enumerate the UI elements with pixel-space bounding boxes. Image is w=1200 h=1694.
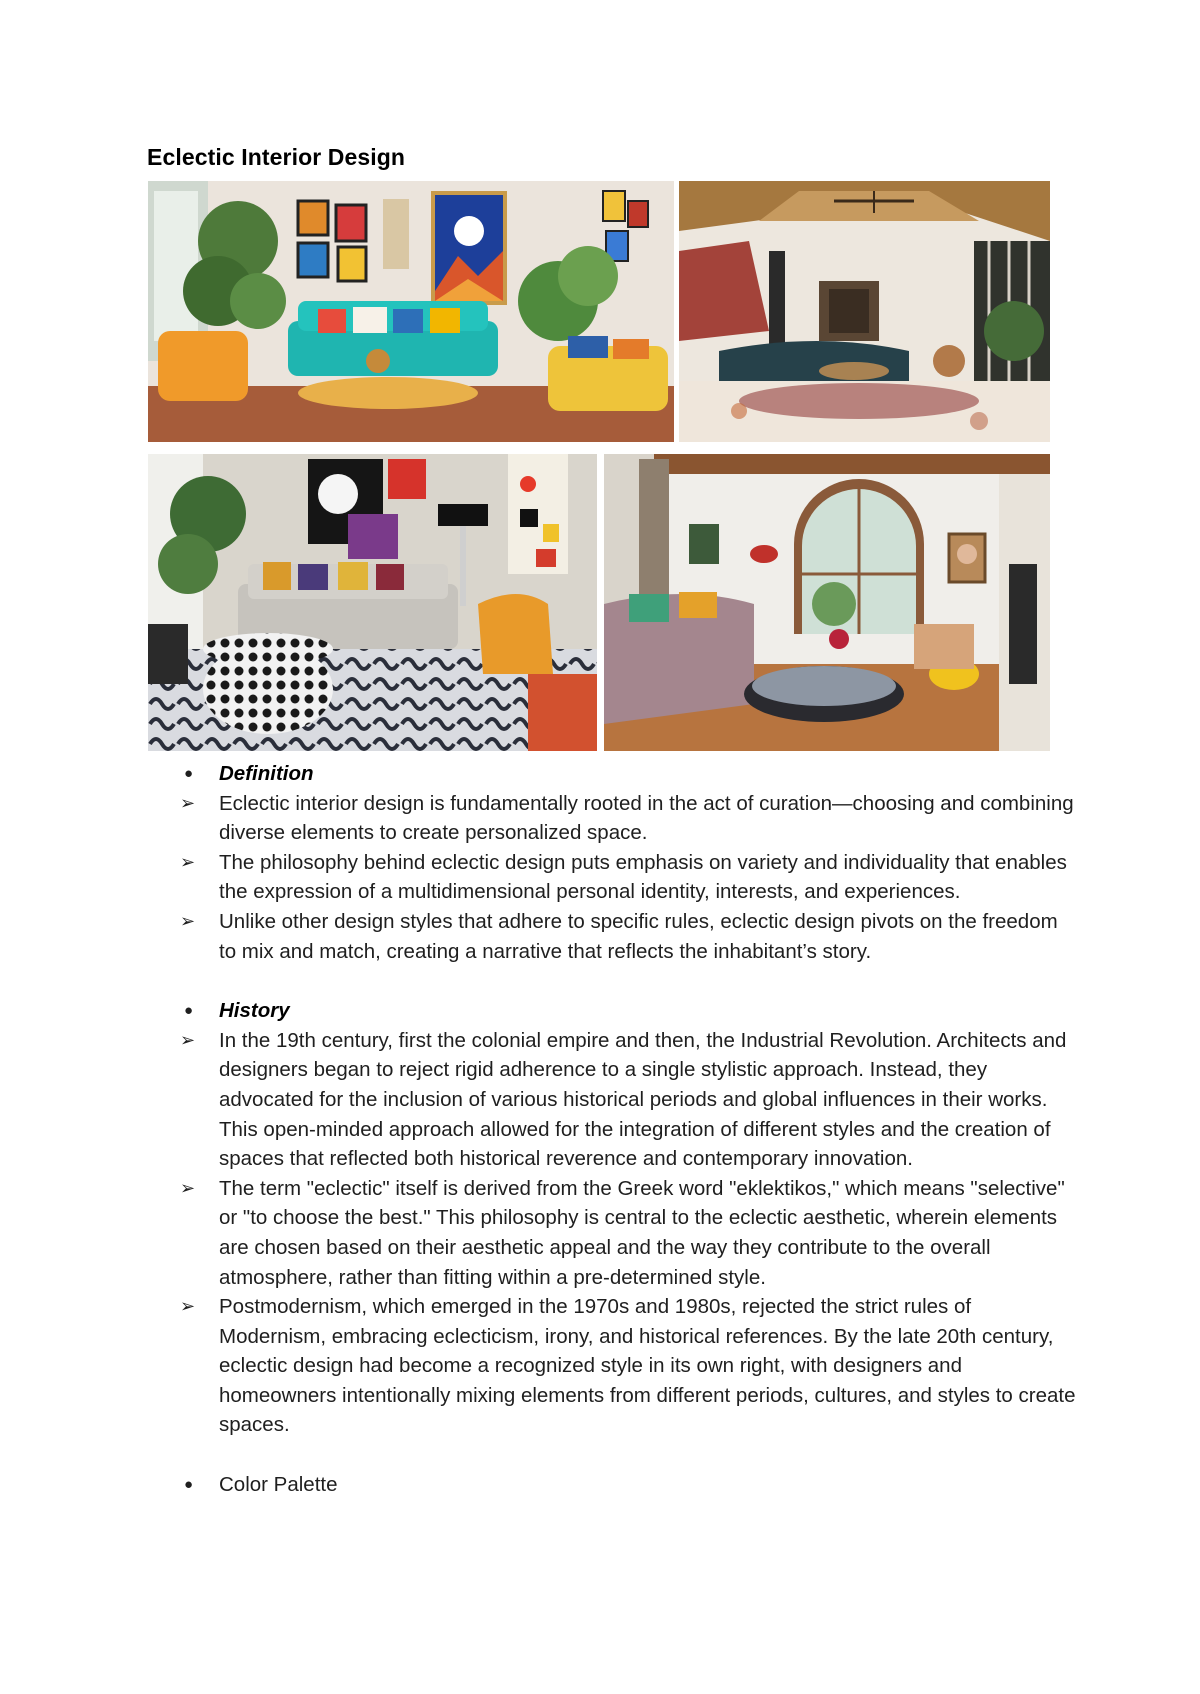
bullet-marker: ● xyxy=(184,765,194,782)
arrow-marker: ➢ xyxy=(180,792,196,813)
page-title: Eclectic Interior Design xyxy=(147,144,406,170)
history-heading-row xyxy=(180,996,1080,1026)
patterned-living-room-photo xyxy=(148,454,597,751)
list-item-text: The term "eclectic" itself is derived from the Greek word "eklektikos," which means "selective" or "to choose the best." This philosophy is central to the eclectic aesthetic, wherein elements are chosen based on their aesthetic appeal and the way they contribute to the overall atmosphere, rather than fitting within a pre-determined style. xyxy=(219,1176,1065,1289)
bullet-marker: ● xyxy=(184,1476,194,1494)
history-heading: History xyxy=(219,999,290,1023)
list-item xyxy=(180,907,1080,966)
list-item xyxy=(180,1174,1080,1292)
arrow-marker: ➢ xyxy=(180,1029,196,1050)
list-item xyxy=(180,1292,1080,1440)
list-item-text: Eclectic interior design is fundamentally rooted in the act of curation—choosing and combining diverse elements to create personalized space. xyxy=(219,791,1074,845)
history-section xyxy=(180,996,1080,1440)
arrow-marker: ➢ xyxy=(180,1177,196,1198)
arched-window-living-room-photo xyxy=(604,454,1050,751)
arrow-marker: ➢ xyxy=(180,1296,196,1317)
document-body xyxy=(180,759,1080,1530)
list-item-text: The philosophy behind eclectic design puts emphasis on variety and individuality that enables the expression of a multidimensional personal identity, interests, and experiences. xyxy=(219,850,1067,904)
colorful-living-room-photo xyxy=(148,181,674,442)
color-palette-heading: Color Palette xyxy=(219,1473,338,1497)
list-item xyxy=(180,789,1080,848)
arrow-marker: ➢ xyxy=(180,910,196,931)
list-item-text: Unlike other design styles that adhere to specific rules, eclectic design pivots on the freedom to mix and match, creating a narrative that reflects the inhabitant’s story. xyxy=(219,909,1058,963)
list-item xyxy=(180,848,1080,907)
list-item xyxy=(180,1026,1080,1174)
bullet-marker: ● xyxy=(184,1002,194,1020)
definition-section xyxy=(180,759,1080,966)
definition-heading-row xyxy=(180,759,1080,789)
list-item-text: In the 19th century, first the colonial empire and then, the Industrial Revolution. Architects and designers began to reject rigid adherence to a single stylistic approach. Instead, they advocated for the inclusion of various historical periods and global influences in their works. This open-minded approach allowed for the integration of different styles and the creation of spaces that reflected both historical reverence and contemporary innovation. xyxy=(219,1028,1067,1171)
arrow-marker: ➢ xyxy=(180,851,196,872)
color-palette-heading-row xyxy=(180,1470,1080,1500)
list-item-text: Postmodernism, which emerged in the 1970s and 1980s, rejected the strict rules of Modernism, embracing eclecticism, irony, and historical references. By the late 20th century, eclectic design had become a recognized style in its own right, with designers and homeowners intentionally mixing elements from different periods, cultures, and styles to create spaces. xyxy=(219,1295,1076,1437)
color-palette-section xyxy=(180,1470,1080,1500)
vaulted-living-room-photo xyxy=(679,181,1050,442)
definition-heading: Definition xyxy=(219,762,314,785)
